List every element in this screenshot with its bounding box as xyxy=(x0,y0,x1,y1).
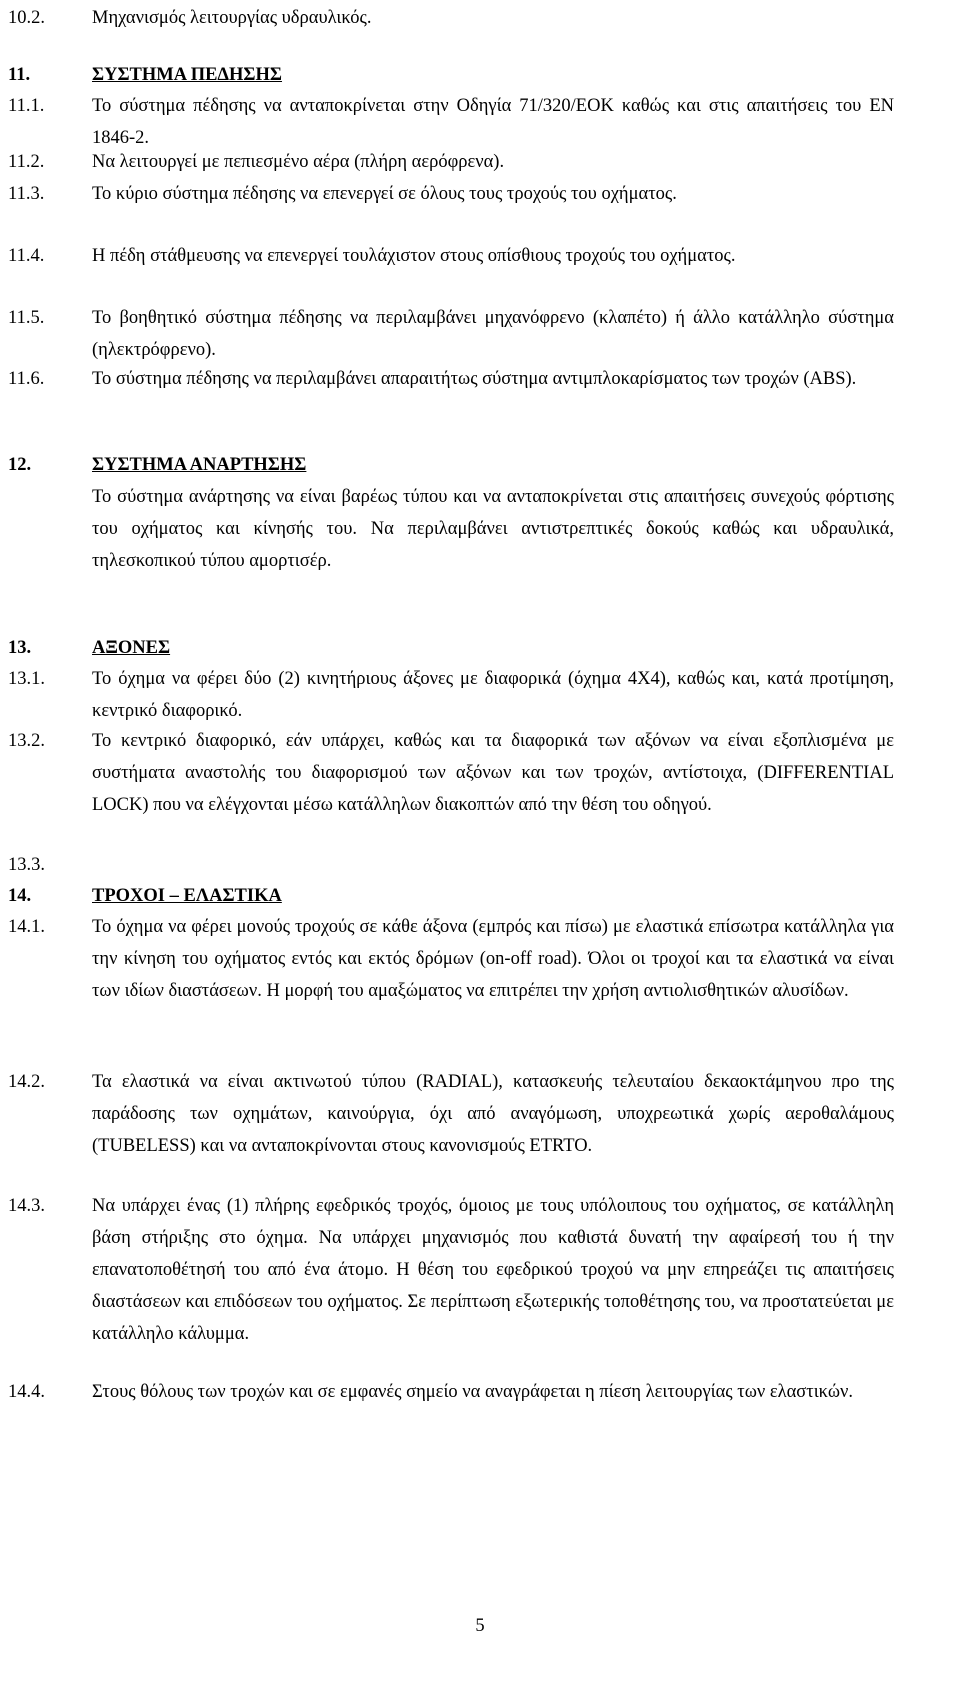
section-title: ΣΥΣΤΗΜΑ ΑΝΑΡΤΗΣΗΣ xyxy=(92,455,307,475)
clause-text: Τα ελαστικά να είναι ακτινωτού τύπου (RADIAL), κατασκευής τελευταίου δεκαοκτάμηνου προ της παράδοσης των οχημάτων, καινούργια, όχι από αναγόμωση, υποχρεωτικά χωρίς αεροθαλάμους (TUBELESS) και να ανταποκρίνονται στους κανονισμούς ETRTO. xyxy=(92,1072,894,1156)
section-title: ΤΡΟΧΟΙ – ΕΛΑΣΤΙΚΑ xyxy=(92,886,282,906)
clause-number: 13.1. xyxy=(8,669,45,689)
section-number: 13. xyxy=(8,638,32,658)
section-title: ΑΞΟΝΕΣ xyxy=(92,638,171,658)
clause-number: 11.3. xyxy=(8,184,45,204)
clause-text: Το κεντρικό διαφορικό, εάν υπάρχει, καθώς και τα διαφορικά των αξόνων να είναι εξοπλισμένα με συστήματα αναστολής του διαφορισμού των αξόνων και των τροχών, αντίστοιχα, (DIFFERENTIAL LOCK) που να ελέγχονται μέσω κατάλληλων διακοπτών από την θέση του οδηγού. xyxy=(92,731,894,815)
clause-text: Το σύστημα πέδησης να ανταποκρίνεται στην Οδηγία 71/320/ΕΟΚ καθώς και στις απαιτήσεις του ΕΝ 1846-2. xyxy=(92,96,894,148)
clause-text: Το όχημα να φέρει μονούς τροχούς σε κάθε άξονα (εμπρός και πίσω) με ελαστικά επίσωτρα κατάλληλα για την κίνηση του οχήματος εντός και εκτός δρόμων (on-off road). Όλοι οι τροχοί και τα ελαστικά να είναι των ιδίων διαστάσεων. Η μορφή του αμαξώματος να επιτρέπει την χρήση αντιολισθητικών αλυσίδων. xyxy=(92,917,894,1001)
clause-text: Το βοηθητικό σύστημα πέδησης να περιλαμβάνει μηχανόφρενο (κλαπέτο) ή άλλο κατάλληλο σύστημα (ηλεκτρόφρενο). xyxy=(92,308,894,360)
clause-number: 14.1. xyxy=(8,917,45,937)
clause-text: Το κύριο σύστημα πέδησης να επενεργεί σε όλους τους τροχούς του οχήματος. xyxy=(92,184,677,204)
clause-number: 14.4. xyxy=(8,1382,45,1402)
section-number: 14. xyxy=(8,886,32,906)
clause-number: 11.2. xyxy=(8,152,45,172)
section-number: 12. xyxy=(8,455,32,475)
clause-number: 13.2. xyxy=(8,731,45,751)
clause-number: 14.3. xyxy=(8,1196,45,1216)
clause-text: Η πέδη στάθμευσης να επενεργεί τουλάχιστον στους οπίσθιους τροχούς του οχήματος. xyxy=(92,246,736,266)
clause-text: Το σύστημα πέδησης να περιλαμβάνει απαραιτήτως σύστημα αντιμπλοκαρίσματος των τροχών (ABS). xyxy=(92,369,857,389)
clause-number: 11.6. xyxy=(8,369,45,389)
clause-text: Το όχημα να φέρει δύο (2) κινητήριους άξονες με διαφορικά (όχημα 4Χ4), καθώς και, κατά προτίμηση, κεντρικό διαφορικό. xyxy=(92,669,894,721)
clause-number: 11.4. xyxy=(8,246,45,266)
clause-number: 11.1. xyxy=(8,96,45,116)
clause-number: 13.3. xyxy=(8,855,45,875)
page-number: 5 xyxy=(475,1616,485,1636)
clause-number: 10.2. xyxy=(8,8,45,28)
clause-number: 11.5. xyxy=(8,308,45,328)
section-text: Το σύστημα ανάρτησης να είναι βαρέως τύπου και να ανταποκρίνεται στις απαιτήσεις συνεχούς φόρτισης του οχήματος και κίνησής του. Να περιλαμβάνει αντιστρεπτικές δοκούς καθώς και υδραυλικά, τηλεσκοπικού τύπου αμορτισέρ. xyxy=(92,487,894,571)
clause-text: Να υπάρχει ένας (1) πλήρης εφεδρικός τροχός, όμοιος με τους υπόλοιπους του οχήματος, σε κατάλληλη βάση στήριξης στο όχημα. Να υπάρχει μηχανισμός που καθιστά δυνατή την αφαίρεσή του ή την επανατοποθέτησή του από ένα άτομο. Η θέση του εφεδρικού τροχού να μην επηρεάζει τις απαιτήσεις διαστάσεων και επιδόσεων του οχήματος. Σε περίπτωση εξωτερικής τοποθέτησης του, να προστατεύεται με κατάλληλο κάλυμμα. xyxy=(92,1196,894,1344)
section-title: ΣΥΣΤΗΜΑ ΠΕΔΗΣΗΣ xyxy=(92,65,283,85)
section-number: 11. xyxy=(8,65,31,85)
clause-text: Να λειτουργεί με πεπιεσμένο αέρα (πλήρη αερόφρενα). xyxy=(92,152,505,172)
clause-number: 14.2. xyxy=(8,1072,45,1092)
clause-text: Μηχανισμός λειτουργίας υδραυλικός. xyxy=(92,8,372,28)
clause-text: Στους θόλους των τροχών και σε εμφανές σημείο να αναγράφεται η πίεση λειτουργίας των ελαστικών. xyxy=(92,1382,854,1402)
